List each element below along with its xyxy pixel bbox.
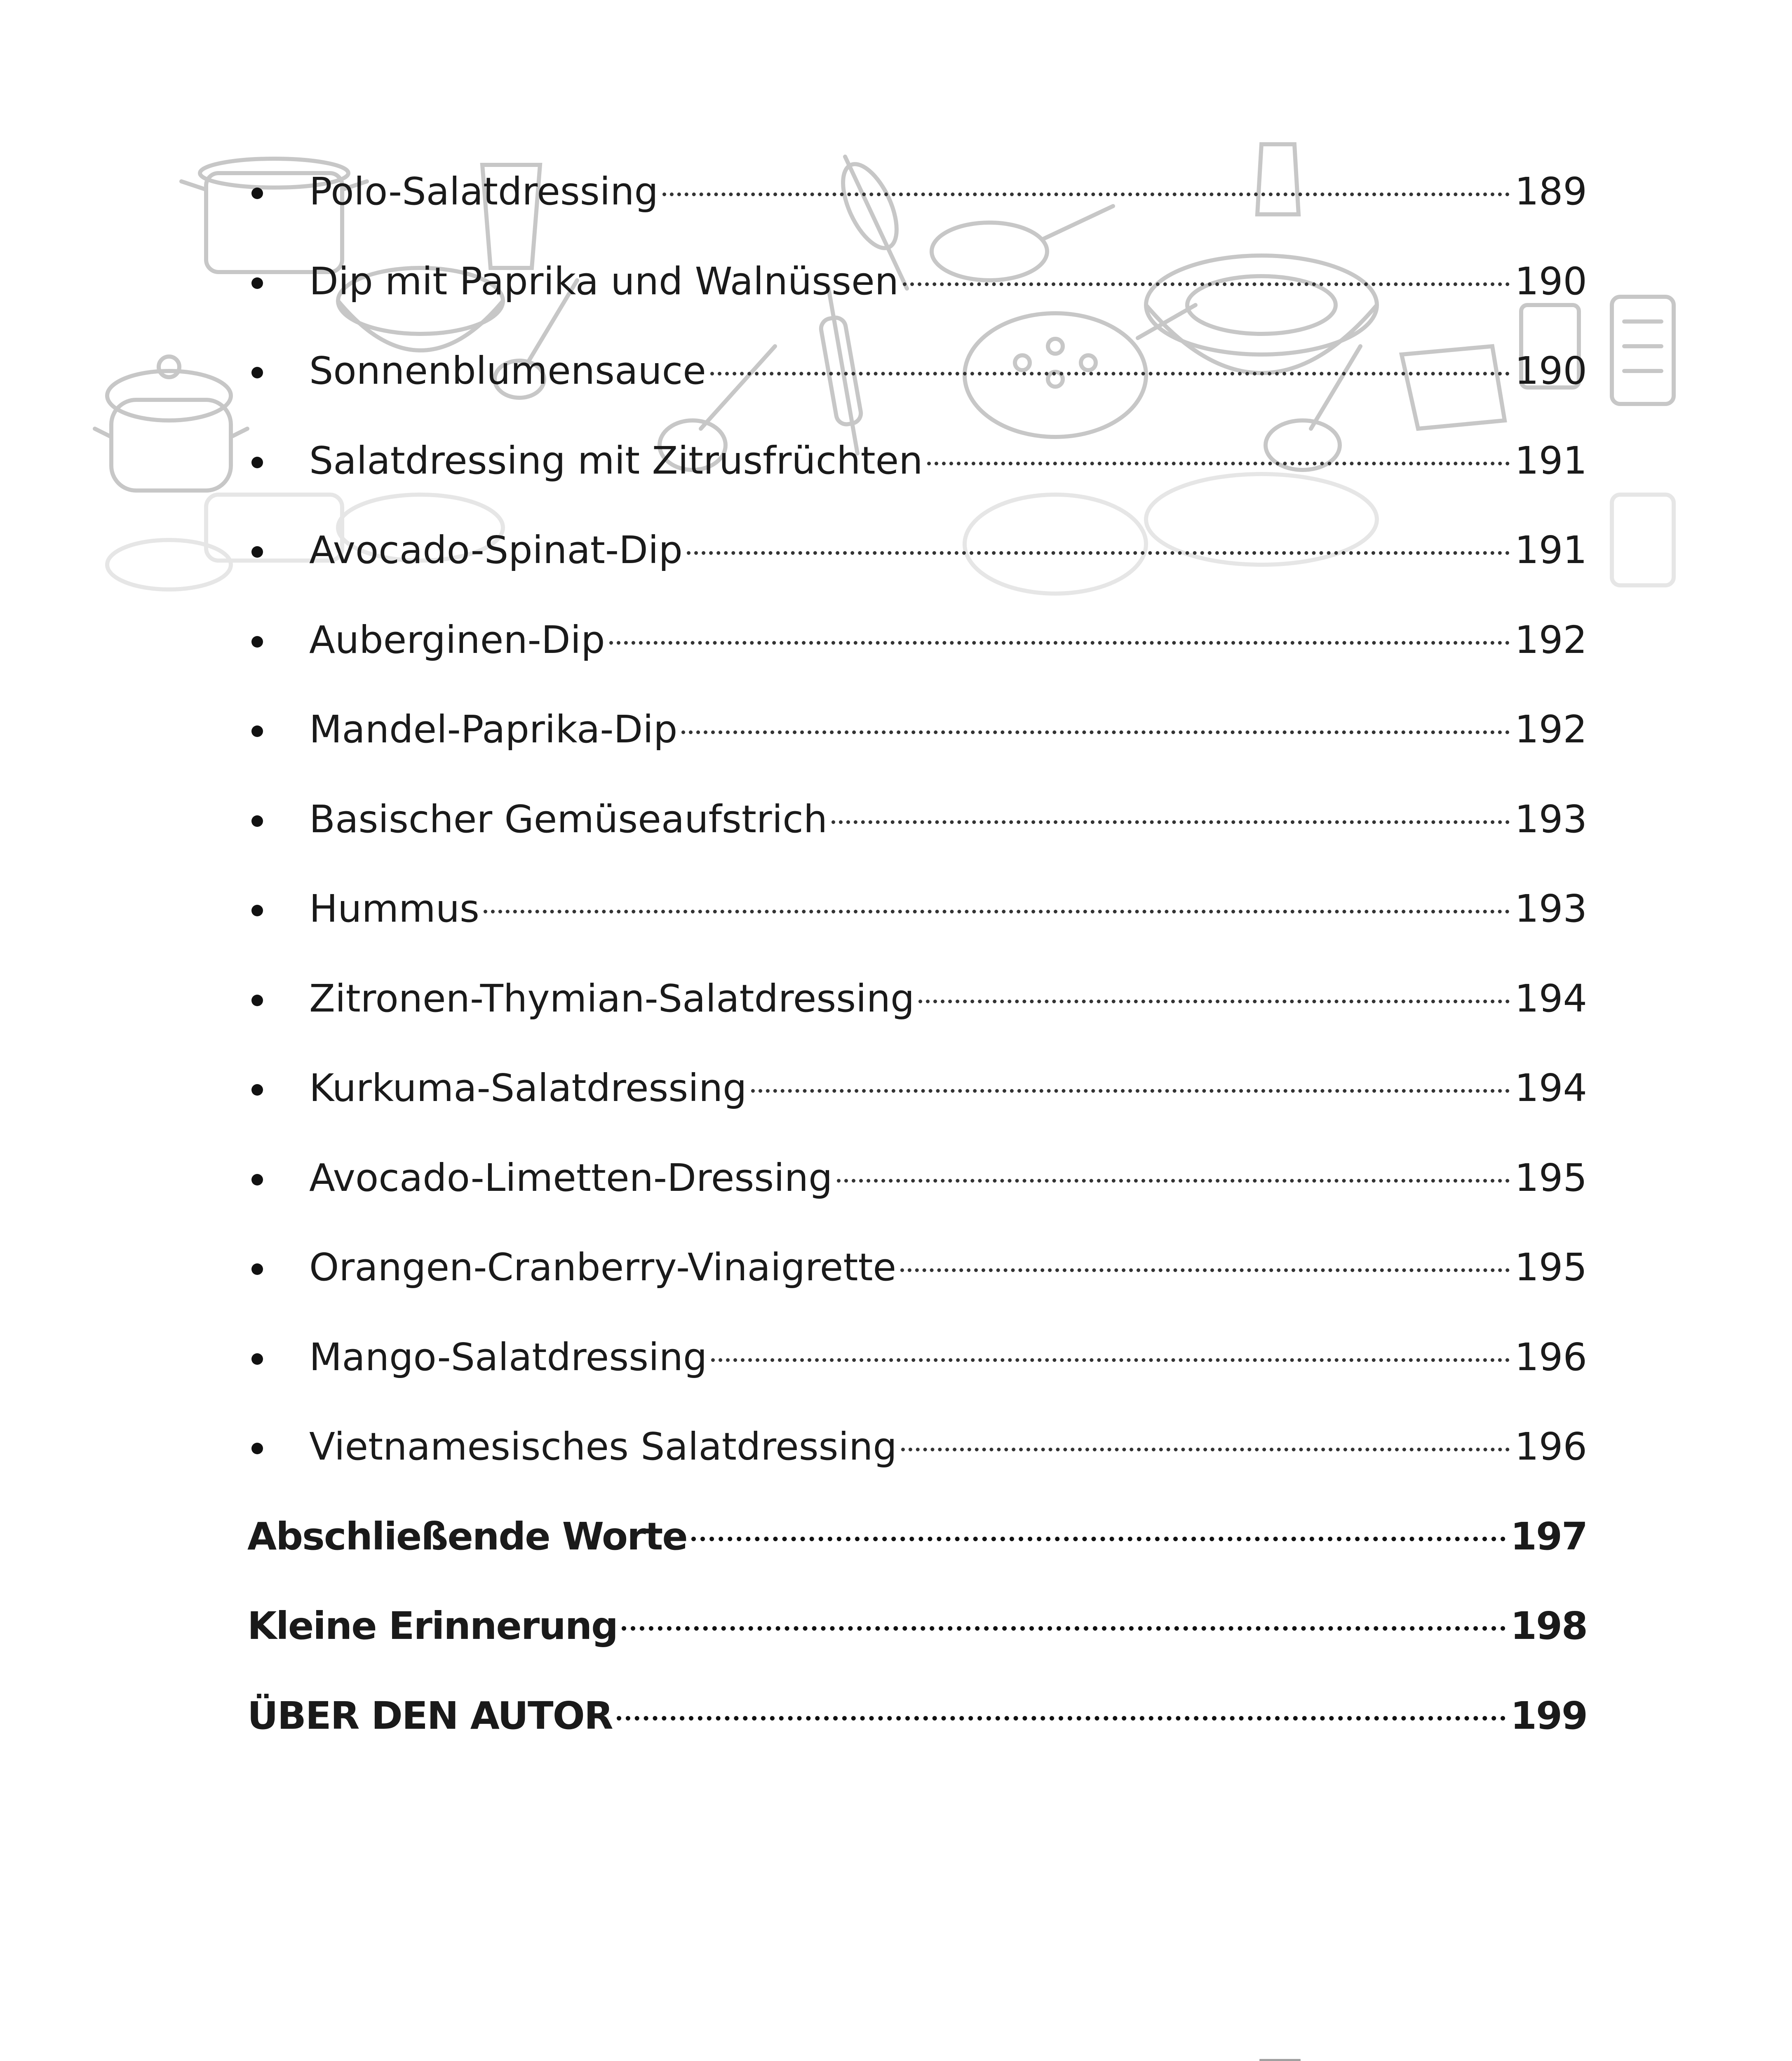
toc-section-page: 198 [1510,1604,1587,1648]
toc-entry-page: 193 [1515,797,1587,841]
bullet-icon [247,1011,309,1012]
dot-leader [831,791,1510,832]
dot-leader [687,521,1510,563]
dot-leader [617,1687,1505,1729]
toc-entry-title: Hummus [309,887,479,931]
toc-entry[interactable] [247,521,1587,611]
toc-entry[interactable] [247,1149,1587,1239]
toc-entry[interactable] [247,1329,1587,1418]
dot-leader [711,1329,1510,1370]
toc-section-page: 197 [1510,1514,1587,1559]
toc-entry-title: Salatdressing mit Zitrusfrüchten [309,438,923,483]
table-of-contents [247,163,1587,1777]
toc-entry-title: Avocado-Limetten-Dressing [309,1155,833,1200]
toc-entry-page: 193 [1515,887,1587,931]
toc-entry-page: 190 [1515,349,1587,393]
toc-entry[interactable] [247,880,1587,970]
toc-entry-page: 192 [1515,707,1587,752]
dot-leader [903,253,1510,294]
toc-entry-page: 190 [1515,259,1587,303]
toc-section-title: ÜBER DEN AUTOR [247,1693,613,1738]
dot-leader [484,880,1510,922]
background-utensils-bottom [0,2045,1792,2061]
toc-entry-page: 189 [1515,169,1587,214]
toc-entry[interactable] [247,970,1587,1060]
toc-section-entry[interactable] [247,1597,1587,1687]
toc-entry-title: Mango-Salatdressing [309,1335,707,1379]
toc-entry-page: 192 [1515,617,1587,662]
bullet-icon [247,473,309,474]
toc-entry-title: Basischer Gemüseaufstrich [309,797,828,841]
toc-section-page: 199 [1510,1693,1587,1738]
toc-section-title: Abschließende Worte [247,1514,687,1559]
toc-entry[interactable] [247,791,1587,880]
dot-leader [927,432,1510,474]
toc-entry-title: Avocado-Spinat-Dip [309,528,683,573]
toc-entry-title: Auberginen-Dip [309,617,605,662]
toc-entry[interactable] [247,432,1587,522]
bullet-icon [247,383,309,384]
toc-entry[interactable] [247,701,1587,791]
toc-entry-title: Sonnenblumensauce [309,349,706,393]
toc-entry-page: 196 [1515,1335,1587,1379]
toc-entry[interactable] [247,1059,1587,1149]
dot-leader [710,342,1510,384]
toc-entry-page: 196 [1515,1425,1587,1469]
toc-entry[interactable] [247,611,1587,701]
toc-entry[interactable] [247,1418,1587,1508]
dot-leader [901,1418,1510,1460]
toc-section-title: Kleine Erinnerung [247,1604,618,1648]
grater-icon [1612,297,1674,404]
dot-leader [662,163,1510,204]
dot-leader [622,1597,1505,1639]
toc-entry-page: 194 [1515,976,1587,1021]
bullet-icon [247,1190,309,1191]
toc-section-entry[interactable] [247,1508,1587,1598]
lidded-pot-icon [95,357,247,491]
dot-leader [681,701,1510,742]
utensils-illustration-bottom [0,2045,1792,2061]
toc-entry-page: 195 [1515,1155,1587,1200]
bullet-icon [247,1459,309,1460]
toc-entry-title: Mandel-Paprika-Dip [309,707,678,752]
dot-leader [837,1149,1510,1191]
toc-entry-page: 195 [1515,1245,1587,1290]
toc-entry[interactable] [247,163,1587,253]
toc-entry-title: Polo-Salatdressing [309,169,658,214]
toc-entry-title: Zitronen-Thymian-Salatdressing [309,976,915,1021]
toc-entry[interactable] [247,342,1587,432]
dot-leader [900,1239,1510,1280]
toc-entry-title: Orangen-Cranberry-Vinaigrette [309,1245,897,1290]
toc-entry-title: Kurkuma-Salatdressing [309,1066,747,1110]
toc-entry[interactable] [247,253,1587,343]
toc-entry-page: 191 [1515,528,1587,573]
bullet-icon [247,921,309,922]
dot-leader [609,611,1510,653]
toc-entry-title: Vietnamesisches Salatdressing [309,1425,897,1469]
dot-leader [751,1059,1510,1101]
dot-leader [691,1508,1505,1549]
dot-leader [918,970,1510,1012]
toc-entry-page: 191 [1515,438,1587,483]
toc-section-entry[interactable] [247,1687,1587,1777]
toc-entry-title: Dip mit Paprika und Walnüssen [309,259,899,303]
toc-entry-page: 194 [1515,1066,1587,1110]
toc-entry[interactable] [247,1239,1587,1329]
